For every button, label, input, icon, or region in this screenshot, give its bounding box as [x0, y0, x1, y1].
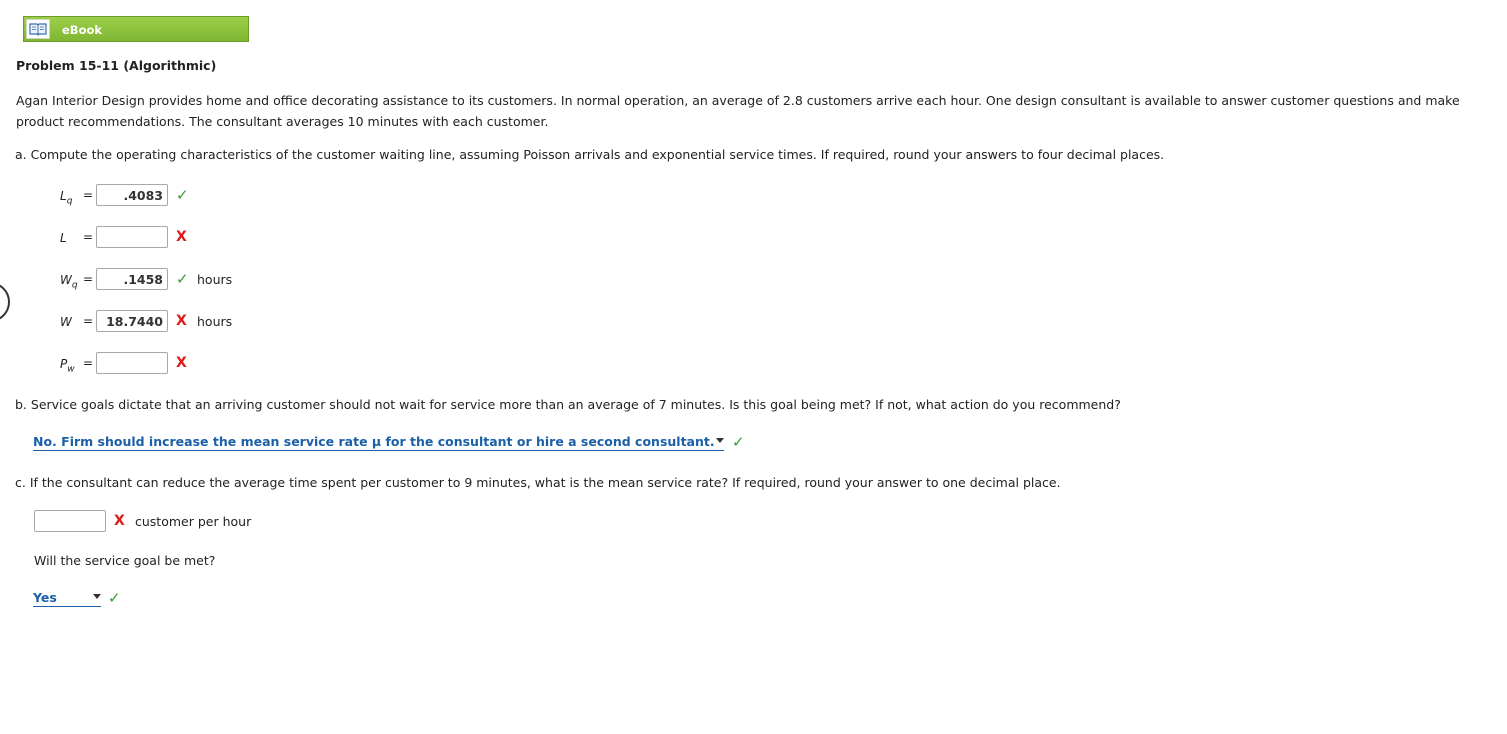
w-input[interactable]	[96, 310, 168, 332]
correct-check-icon: ✓	[176, 186, 189, 204]
scroll-indicator-circle	[0, 282, 10, 322]
book-icon	[26, 19, 50, 39]
part-b-selected: No. Firm should increase the mean service rate μ for the consultant or hire a second consultant.	[33, 434, 715, 449]
chevron-down-icon	[716, 438, 724, 443]
service-rate-input[interactable]	[34, 510, 106, 532]
correct-check-icon: ✓	[176, 270, 189, 288]
incorrect-x-icon: X	[114, 513, 125, 529]
service-goal-selected: Yes	[33, 590, 57, 605]
equals-sign: =	[83, 314, 94, 328]
equals-sign: =	[83, 188, 94, 202]
ebook-button[interactable]	[23, 16, 249, 42]
wq-unit: hours	[197, 272, 233, 287]
equals-sign: =	[83, 356, 94, 370]
correct-check-icon: ✓	[732, 433, 745, 451]
part-b-question: b. Service goals dictate that an arriving customer should not wait for service more than an average of 7 minutes. Is this goal being met? If not, what action do you recommend?	[15, 397, 1121, 412]
problem-text: Agan Interior Design provides home and office decorating assistance to its customers. In normal operation, an average of 2.8 customers arrive each hour. One design consultant is available to answer customer questions and make product recommendations. The consultant averages 10 minutes with each customer.	[16, 93, 1460, 129]
w-unit: hours	[197, 314, 233, 329]
wq-label: $W_q$	[60, 273, 78, 291]
ebook-label: eBook	[62, 23, 103, 37]
problem-title: Problem 15-11 (Algorithmic)	[16, 58, 217, 73]
incorrect-x-icon: X	[176, 313, 187, 329]
incorrect-x-icon: X	[176, 355, 187, 371]
pw-label: $P_w$	[60, 357, 75, 375]
equals-sign: =	[83, 230, 94, 244]
incorrect-x-icon: X	[176, 229, 187, 245]
l-input[interactable]	[96, 226, 168, 248]
part-c-followup: Will the service goal be met?	[34, 553, 216, 568]
correct-check-icon: ✓	[108, 589, 121, 607]
part-c-question: c. If the consultant can reduce the average time spent per customer to 9 minutes, what is the mean service rate? If required, round your answer to one decimal place.	[15, 475, 1061, 490]
w-label: W	[60, 315, 72, 329]
l-label: L	[60, 231, 67, 245]
lq-input[interactable]	[96, 184, 168, 206]
wq-input[interactable]	[96, 268, 168, 290]
equals-sign: =	[83, 272, 94, 286]
chevron-down-icon	[93, 594, 101, 599]
lq-label: $L_q$	[60, 189, 73, 207]
part-a-question: a. Compute the operating characteristics of the customer waiting line, assuming Poisson arrivals and exponential service times. If required, round your answers to four decimal places.	[15, 147, 1165, 162]
service-goal-dropdown[interactable]	[33, 590, 101, 607]
part-b-dropdown[interactable]	[33, 434, 724, 451]
service-rate-unit: customer per hour	[135, 514, 252, 529]
pw-input[interactable]	[96, 352, 168, 374]
